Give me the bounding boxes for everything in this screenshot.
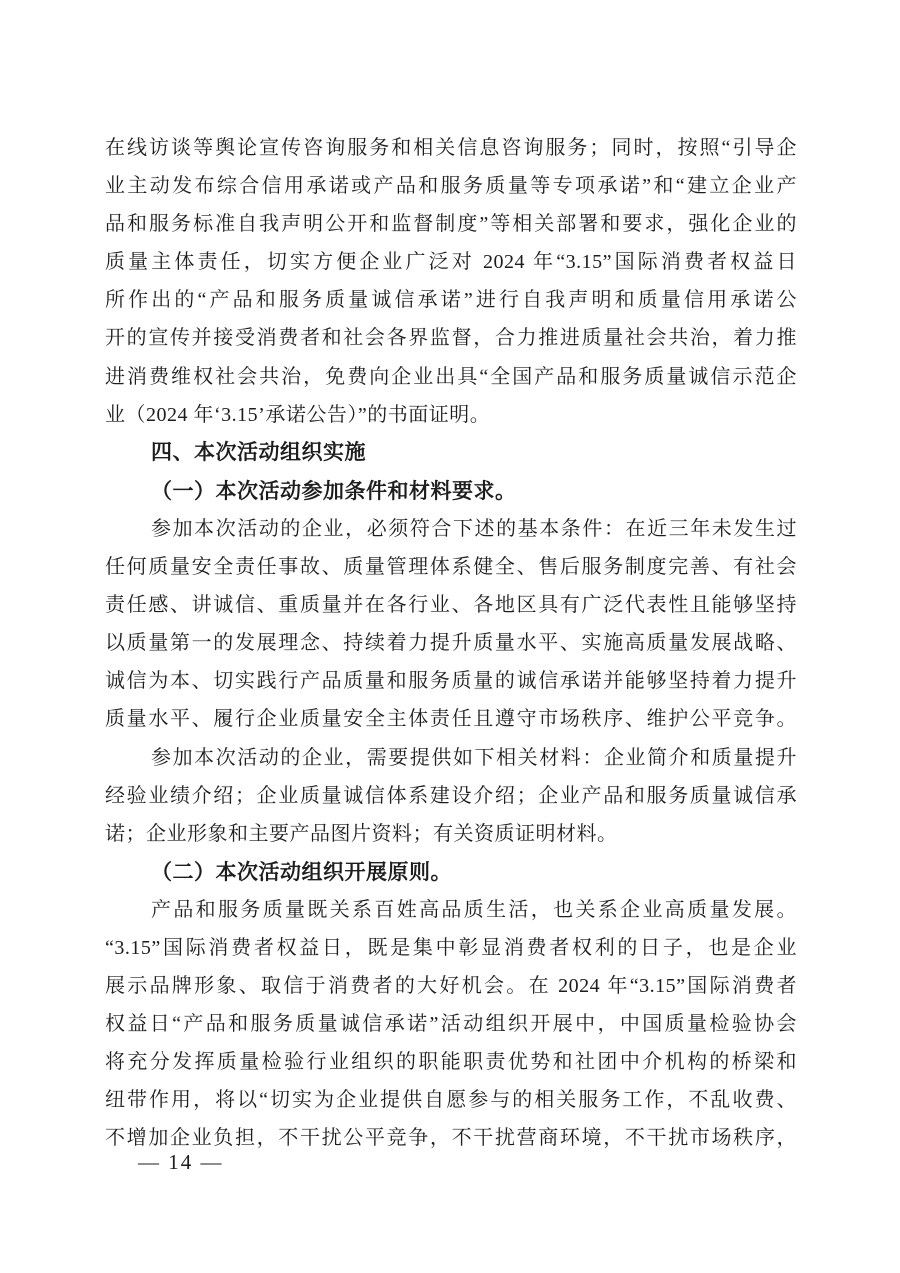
paragraph-line: 质量水平、履行企业质量安全主体责任且遵守市场秩序、维护公平竞争。 (105, 708, 797, 731)
paragraph-line: 不增加企业负担，不干扰公平竞争，不干扰营商环境，不干扰市场秩序， (105, 1127, 797, 1150)
paragraph-line: 品和服务标准自我声明公开和监督制度”等相关部署和要求，强化企业的 (105, 213, 797, 236)
paragraph-line: 经验业绩介绍；企业质量诚信体系建设介绍；企业产品和服务质量诚信承 (105, 784, 797, 807)
paragraph-line: 在线访谈等舆论宣传咨询服务和相关信息咨询服务；同时，按照“引导企 (105, 137, 797, 159)
paragraph-line: 将充分发挥质量检验行业组织的职能职责优势和社团中介机构的桥梁和 (105, 1051, 797, 1074)
paragraph-line: 权益日“产品和服务质量诚信承诺”活动组织开展中，中国质量检验协会 (105, 1013, 797, 1036)
page-footer (138, 1150, 224, 1175)
paragraph-line: 进消费维权社会共治，免费向企业出具“全国产品和服务质量诚信示范企 (105, 365, 797, 388)
paragraph-line: 产品和服务质量既关系百姓高品质生活，也关系企业高质量发展。 (151, 898, 797, 921)
paragraph-line: 任何质量安全责任事故、质量管理体系健全、售后服务制度完善、有社会 (105, 556, 797, 579)
paragraph-line: 业（2024 年‘3.15’承诺公告）”的书面证明。 (105, 403, 491, 426)
page-number: — 14 — (138, 1150, 224, 1174)
heading-1-text: 四、本次活动组织实施 (151, 440, 366, 464)
paragraph-line: 开的宣传并接受消费者和社会各界监督，合力推进质量社会共治，着力推 (105, 327, 797, 350)
paragraph-line: 业主动发布综合信用承诺或产品和服务质量等专项承诺”和“建立企业产 (105, 175, 797, 198)
paragraph-line: 诚信为本、切实践行产品质量和服务质量的诚信承诺并能够坚持着力提升 (105, 670, 797, 693)
paragraph-line: 参加本次活动的企业，必须符合下述的基本条件：在近三年未发生过 (151, 517, 797, 540)
document-body (105, 129, 797, 1158)
paragraph-line: 纽带作用，将以“切实为企业提供自愿参与的相关服务工作，不乱收费、 (105, 1089, 797, 1112)
paragraph-line: 参加本次活动的企业，需要提供如下相关材料：企业简介和质量提升 (151, 746, 797, 769)
paragraph-line: 以质量第一的发展理念、持续着力提升质量水平、实施高质量发展战略、 (105, 632, 797, 655)
heading-2-text: （一）本次活动参加条件和材料要求。 (151, 478, 517, 503)
paragraph-line: 质量主体责任，切实方便企业广泛对 2024 年“3.15”国际消费者权益日 (105, 251, 797, 274)
paragraph-line: 诺；企业形象和主要产品图片资料；有关资质证明材料。 (105, 822, 618, 845)
paragraph-line: 展示品牌形象、取信于消费者的大好机会。在 2024 年“3.15”国际消费者 (105, 975, 797, 998)
paragraph-line: 责任感、讲诚信、重质量并在各行业、各地区具有广泛代表性且能够坚持 (105, 594, 797, 617)
paragraph-line: 所作出的“产品和服务质量诚信承诺”进行自我声明和质量信用承诺公 (105, 289, 797, 312)
paragraph-line: “3.15”国际消费者权益日，既是集中彰显消费者权利的日子，也是企业 (105, 936, 797, 959)
heading-2-text: （二）本次活动组织开展原则。 (151, 859, 452, 884)
